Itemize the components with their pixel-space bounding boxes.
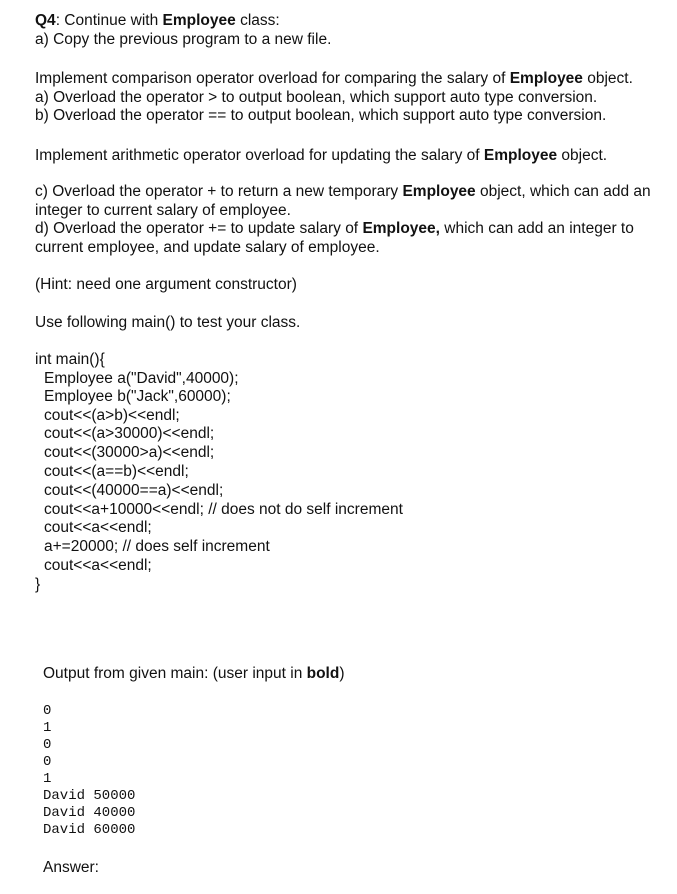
output-heading: Output from given main: (user input in bold) <box>43 665 345 682</box>
question-title: Q4: Continue with Employee class: <box>35 12 280 29</box>
code-line: } <box>35 576 41 593</box>
question-number: Q4 <box>35 12 56 29</box>
comparison-intro: Implement comparison operator overload for comparing the salary of Employee object. <box>35 70 633 87</box>
code-line: cout<<a<<endl; <box>44 519 152 536</box>
code-line: cout<<(a>b)<<endl; <box>44 407 180 424</box>
code-line: cout<<a<<endl; <box>44 557 152 574</box>
code-line: a+=20000; // does self increment <box>44 538 270 555</box>
hint: (Hint: need one argument constructor) <box>35 276 297 293</box>
instruction: Use following main() to test your class. <box>35 314 301 331</box>
code-line: cout<<(30000>a)<<endl; <box>44 444 215 461</box>
arithmetic-intro: Implement arithmetic operator overload for updating the salary of Employee object. <box>35 147 608 164</box>
item-c: c) Overload the operator + to return a new temporary Employee object, which can add an integer to current salary of employee. <box>35 183 651 219</box>
output-line: 1 <box>43 720 52 736</box>
item-b: b) Overload the operator == to output boolean, which support auto type conversion. <box>35 107 607 124</box>
code-line: cout<<(a>30000)<<endl; <box>44 425 215 442</box>
item-d: d) Overload the operator += to update salary of Employee, which can add an integer to current employee, and update salary of employee. <box>35 220 634 256</box>
code-line: cout<<(40000==a)<<endl; <box>44 482 224 499</box>
output-line: 0 <box>43 703 52 719</box>
output-line: 0 <box>43 754 52 770</box>
item-a: a) Overload the operator > to output boolean, which support auto type conversion. <box>35 89 598 106</box>
code-line: int main(){ <box>35 351 105 368</box>
part-a-copy: a) Copy the previous program to a new file. <box>35 31 332 48</box>
code-line: cout<<a+10000<<endl; // does not do self increment <box>44 501 403 518</box>
output-line: 0 <box>43 737 52 753</box>
code-line: Employee a("David",40000); <box>44 370 239 387</box>
code-line: cout<<(a==b)<<endl; <box>44 463 189 480</box>
code-line: Employee b("Jack",60000); <box>44 388 231 405</box>
output-line: 1 <box>43 771 52 787</box>
output-line: David 40000 <box>43 805 136 821</box>
answer-label: Answer: <box>43 859 99 876</box>
output-line: David 50000 <box>43 788 136 804</box>
output-line: David 60000 <box>43 822 136 838</box>
